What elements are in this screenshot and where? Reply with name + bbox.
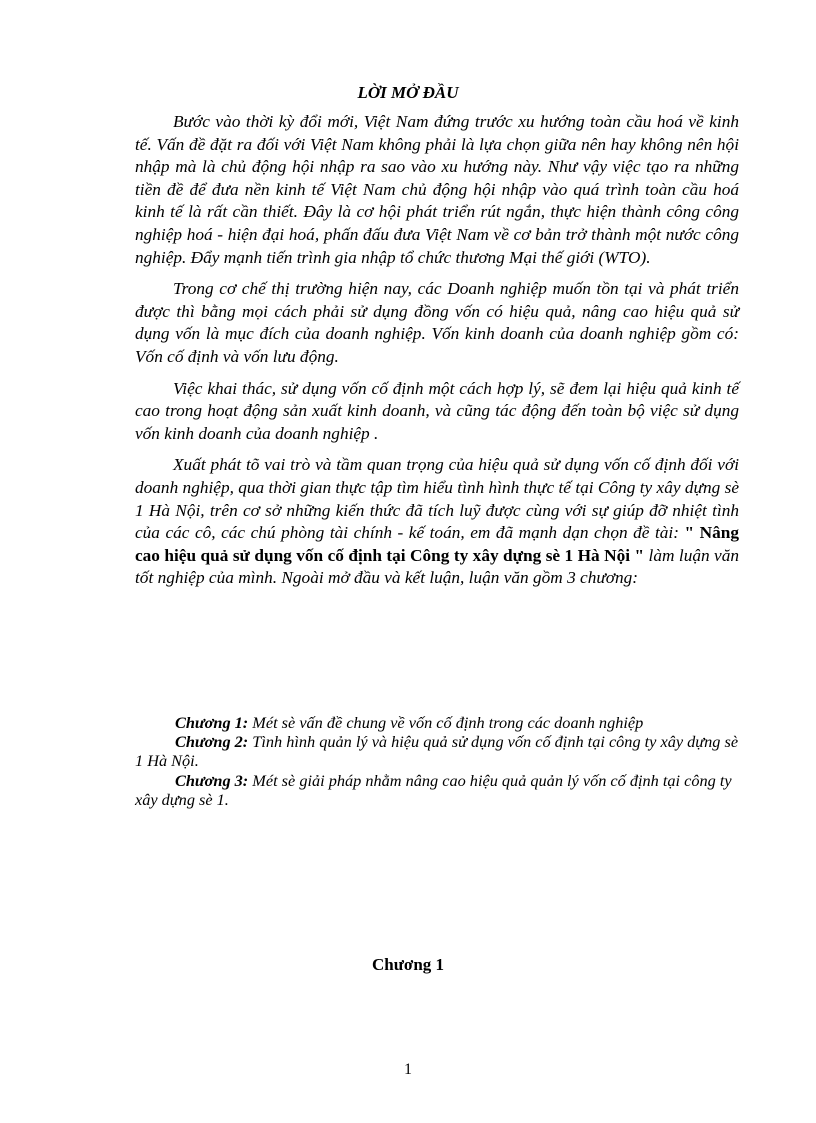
- page-title: LỜI MỞ ĐẦU: [357, 83, 459, 102]
- page-number: 1: [404, 1061, 412, 1078]
- paragraph-2: Trong cơ chế thị trường hiện nay, các Doanh nghiệp muốn tồn tại và phát triển được thì bằng mọi cách phải sử dụng đồng vốn có hiệu quả, nâng cao hiệu quả sử dụng vốn là mục đích của doanh nghiệp. Vốn kinh doanh của doanh nghiệp gồm có: Vốn cố định và vốn lưu động.: [135, 279, 739, 366]
- chapter-label: Chương 2:: [175, 732, 249, 752]
- thesis-topic: " Nâng cao hiệu quả sử dụng vốn cố định tại Công ty xây dựng sè 1 Hà Nội ": [135, 523, 739, 565]
- chapter-label: Chương 3:: [175, 770, 249, 790]
- body-text: [135, 111, 739, 599]
- paragraph-4: [135, 454, 739, 590]
- chapter-heading: Chương 1: [371, 955, 445, 974]
- paragraph-4-intro: Xuất phát tõ vai trò và tầm quan trọng của hiệu quả sử dụng vốn cố định đối với doanh nghiệp, qua thời gian thực tập tìm hiểu tình hình thực tế tại Công ty xây dựng sè 1 Hà Nội, trên cơ sở những kiến thức đã tích luỹ được cùng với sự giúp đỡ nhiệt tình của các cô, các chú phòng tài chính - kế toán, em đã mạnh dạn chọn đề tài:: [135, 455, 739, 543]
- chapter-item: [135, 713, 739, 732]
- paragraph-1: Bước vào thời kỳ đổi mới, Việt Nam đứng trước xu hướng toàn cầu hoá về kinh tế. Vấn đề đặt ra đối với Việt Nam không phải là lựa chọn giữa nên hay không nên hội nhập mà là chủ động hội nhập ra sao vào xu hướng này. Như vậy việc tạo ra những tiền đề để đưa nền kinh tế Việt Nam chủ động hội nhập vào quá trình toàn cầu hoá kinh tế là rất cần thiết. Đây là cơ hội phát triển rút ngắn, thực hiện thành công công nghiệp hoá - hiện đại hoá, phấn đấu đưa Việt Nam về cơ bản trở thành một nước công nghiệp. Đẩy mạnh tiến trình gia nhập tổ chức thương Mại thế giới (WTO).: [135, 112, 739, 267]
- chapter-description: Mét sè vấn đề chung về vốn cố định trong các doanh nghiệp: [248, 713, 644, 732]
- paragraph-3: Việc khai thác, sử dụng vốn cố định một cách hợp lý, sẽ đem lại hiệu quả kinh tế cao trong hoạt động sản xuất kinh doanh, và cũng tác động đến toàn bộ việc sử dụng vốn kinh doanh của doanh nghiệp .: [135, 378, 739, 443]
- chapter-description: Mét sè giải pháp nhằm nâng cao hiệu quả quản lý vốn cố định tại công ty xây dựng sè 1.: [135, 770, 732, 809]
- chapter-description: Tình hình quản lý và hiệu quả sử dụng vốn cố định tại công ty xây dựng sè 1 Hà Nội.: [135, 732, 739, 771]
- paragraph-4-outro: làm luận văn tốt nghiệp của mình. Ngoài mở đầu và kết luận, luận văn gồm 3 chương:: [135, 545, 739, 588]
- chapter-item: [135, 771, 739, 809]
- chapter-item: [135, 732, 739, 770]
- chapter-list: [135, 713, 739, 809]
- chapter-label: Chương 1:: [175, 713, 249, 732]
